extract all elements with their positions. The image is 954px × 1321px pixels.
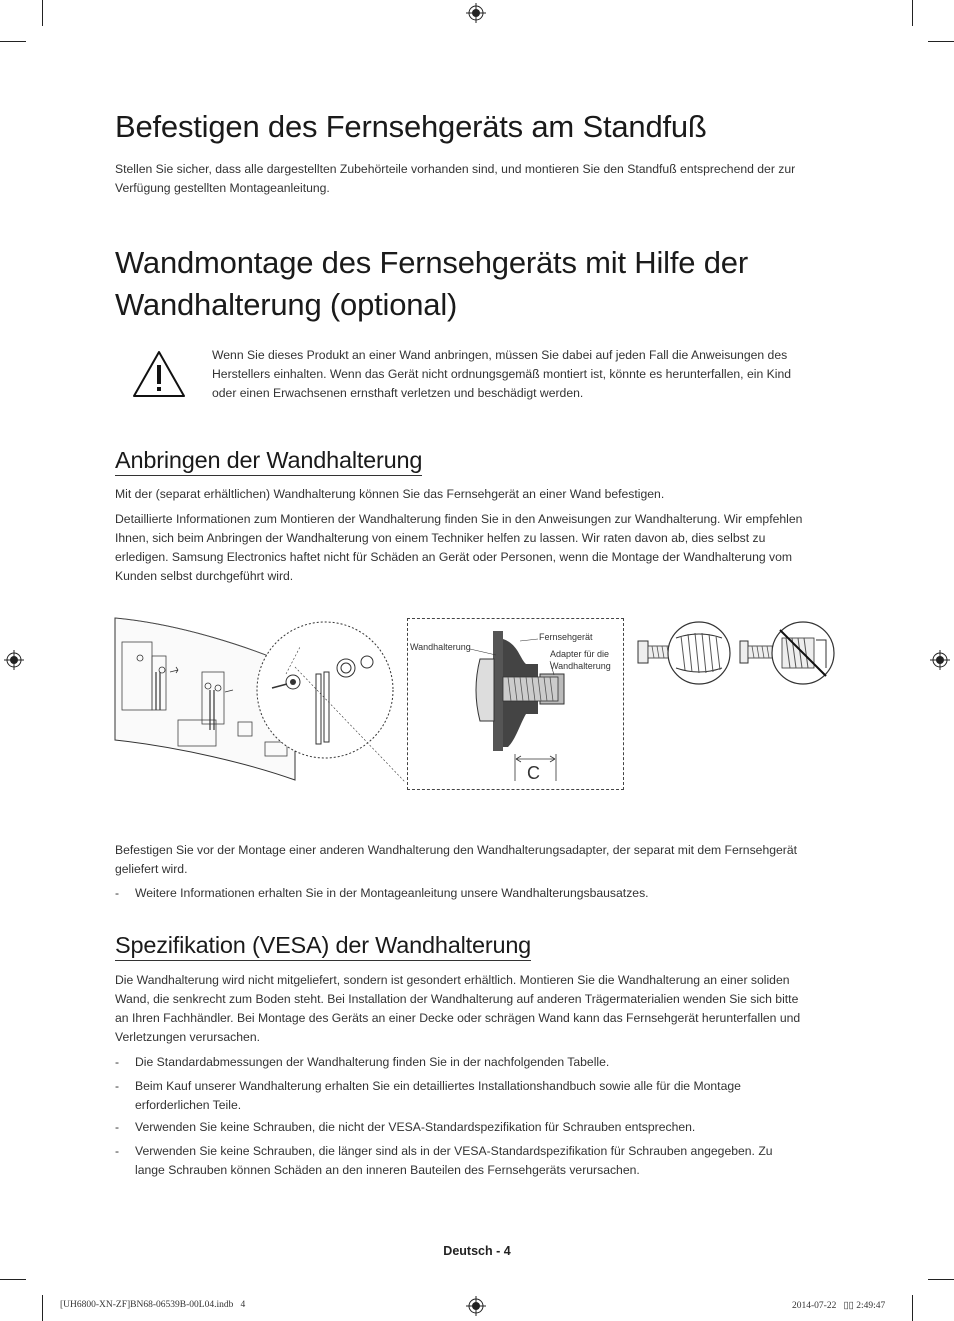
bullet-dash: - [115,1079,120,1093]
bullet-text: lange Schrauben können Schäden an den inneren Bauteilen des Fernsehgeräts verursachen. [135,1163,640,1177]
cross-section-diagram [407,618,624,790]
bullet-text: erforderlichen Teile. [135,1098,242,1112]
warning-triangle-icon [131,349,187,399]
bullet-text: Die Standardabmessungen der Wandhalterung finden Sie in der nachfolgenden Tabelle. [135,1055,610,1069]
subsection-title-vesa: Spezifikation (VESA) der Wandhalterung [115,932,531,961]
stand-text-line: Verfügung gestellten Montageanleitung. [115,181,330,195]
registration-mark-icon [930,650,950,670]
bullet-dash: - [115,886,120,900]
label-dimension-c: C [527,763,540,783]
stand-text-line: Stellen Sie sicher, dass alle dargestellten Zubehörteile vorhanden sind, und montieren Sie den Standfuß entsprechend der zur [115,162,796,176]
section-title-wall-mount: Wandhalterung (optional) [115,287,458,322]
registration-mark-icon [466,3,486,23]
attach-paragraph: erledigen. Samsung Electronics haftet nicht für Schäden an Gerät oder Personen, wenn die Montage der Wandhalterung vom [115,550,793,564]
vesa-paragraph: Verletzungen verursachen. [115,1030,260,1044]
section-title-wall-mount: Wandmontage des Fernsehgeräts mit Hilfe der [115,245,748,280]
bullet-dash: - [115,1120,120,1134]
crop-mark [928,1279,954,1280]
attach-paragraph: Mit der (separat erhältlichen) Wandhalterung können Sie das Fernsehgerät an einer Wand befestigen. [115,487,665,501]
vesa-paragraph: an Ihren Fachhändler. Bei Montage des Geräts an einer Decke oder schrägen Wand kann das Fernsehgerät herunterfallen und [115,1011,801,1025]
warning-text-line: Herstellers einhalten. Wenn das Gerät nicht ordnungsgemäß montiert ist, könnte es herunterfallen, ein Kind [212,367,791,381]
crop-mark [912,0,913,26]
crop-mark [912,1295,913,1321]
vesa-paragraph: Wand, die senkrecht zum Boden steht. Bei Installation der Wandhalterung auf anderen Trägermaterialien wenden Sie sich bitte [115,992,799,1006]
registration-mark-icon [466,1296,486,1316]
attach-paragraph: Ihnen, sich beim Anbringen der Wandhalterung von einem Techniker helfen zu lassen. Wir raten davon ab, dies selbst zu [115,531,766,545]
subsection-title-attach: Anbringen der Wandhalterung [115,447,422,476]
adapter-paragraph: Befestigen Sie vor der Montage einer anderen Wandhalterung den Wandhalterungsadapter, der separat mit dem Fernsehgerät [115,843,798,857]
bullet-text: Weitere Informationen erhalten Sie in der Montageanleitung unsere Wandhalterungsbausatzes. [135,886,649,900]
page-number: Deutsch - 4 [443,1244,511,1258]
registration-mark-icon [4,650,24,670]
label-adapter: Adapter für die [550,649,610,659]
crop-mark [42,0,43,26]
crop-mark [928,41,954,42]
warning-text-line: oder einen Erwachsenen ernsthaft verletzen und beschädigt werden. [212,386,584,400]
bullet-text: Verwenden Sie keine Schrauben, die länger sind als in der VESA-Standardspezifikation für Schrauben angegeben. Zu [135,1144,773,1158]
bullet-text: Beim Kauf unserer Wandhalterung erhalten Sie ein detailliertes Installationshandbuch sowie alle für die Montage [135,1079,741,1093]
label-tv: Fernsehgerät [539,632,593,642]
adapter-paragraph: geliefert wird. [115,862,188,876]
warning-text-line: Wenn Sie dieses Produkt an einer Wand anbringen, müssen Sie dabei auf jeden Fall die Anweisungen des [212,348,788,362]
vesa-paragraph: Die Wandhalterung wird nicht mitgeliefert, sondern ist gesondert erhältlich. Montieren Sie die Wandhalterung an einer soliden [115,973,790,987]
section-title-stand: Befestigen des Fernsehgeräts am Standfuß [115,109,707,144]
attach-paragraph: Detaillierte Informationen zum Montieren der Wandhalterung finden Sie in den Anweisungen zur Wandhalterung. Wir empfehlen [115,512,803,526]
tv-back-diagram [110,612,410,787]
crop-mark [42,1295,43,1321]
attach-paragraph: Kunden selbst durchgeführt wird. [115,569,294,583]
bullet-text: Verwenden Sie keine Schrauben, die nicht der VESA-Standardspezifikation für Schrauben entsprechen. [135,1120,696,1134]
crop-mark [0,41,26,42]
bullet-dash: - [115,1144,120,1158]
print-file-info: [UH6800-XN-ZF]BN68-06539B-00L04.indb 4 [60,1300,246,1310]
crop-mark [0,1279,26,1280]
print-date-info: 2014-07-22 ▯▯ 2:49:47 [792,1301,886,1311]
label-adapter: Wandhalterung [550,661,611,671]
incorrect-screw-icon [738,618,836,688]
bullet-dash: - [115,1055,120,1069]
correct-screw-icon [636,618,732,688]
label-wall-mount: Wandhalterung [410,642,471,652]
